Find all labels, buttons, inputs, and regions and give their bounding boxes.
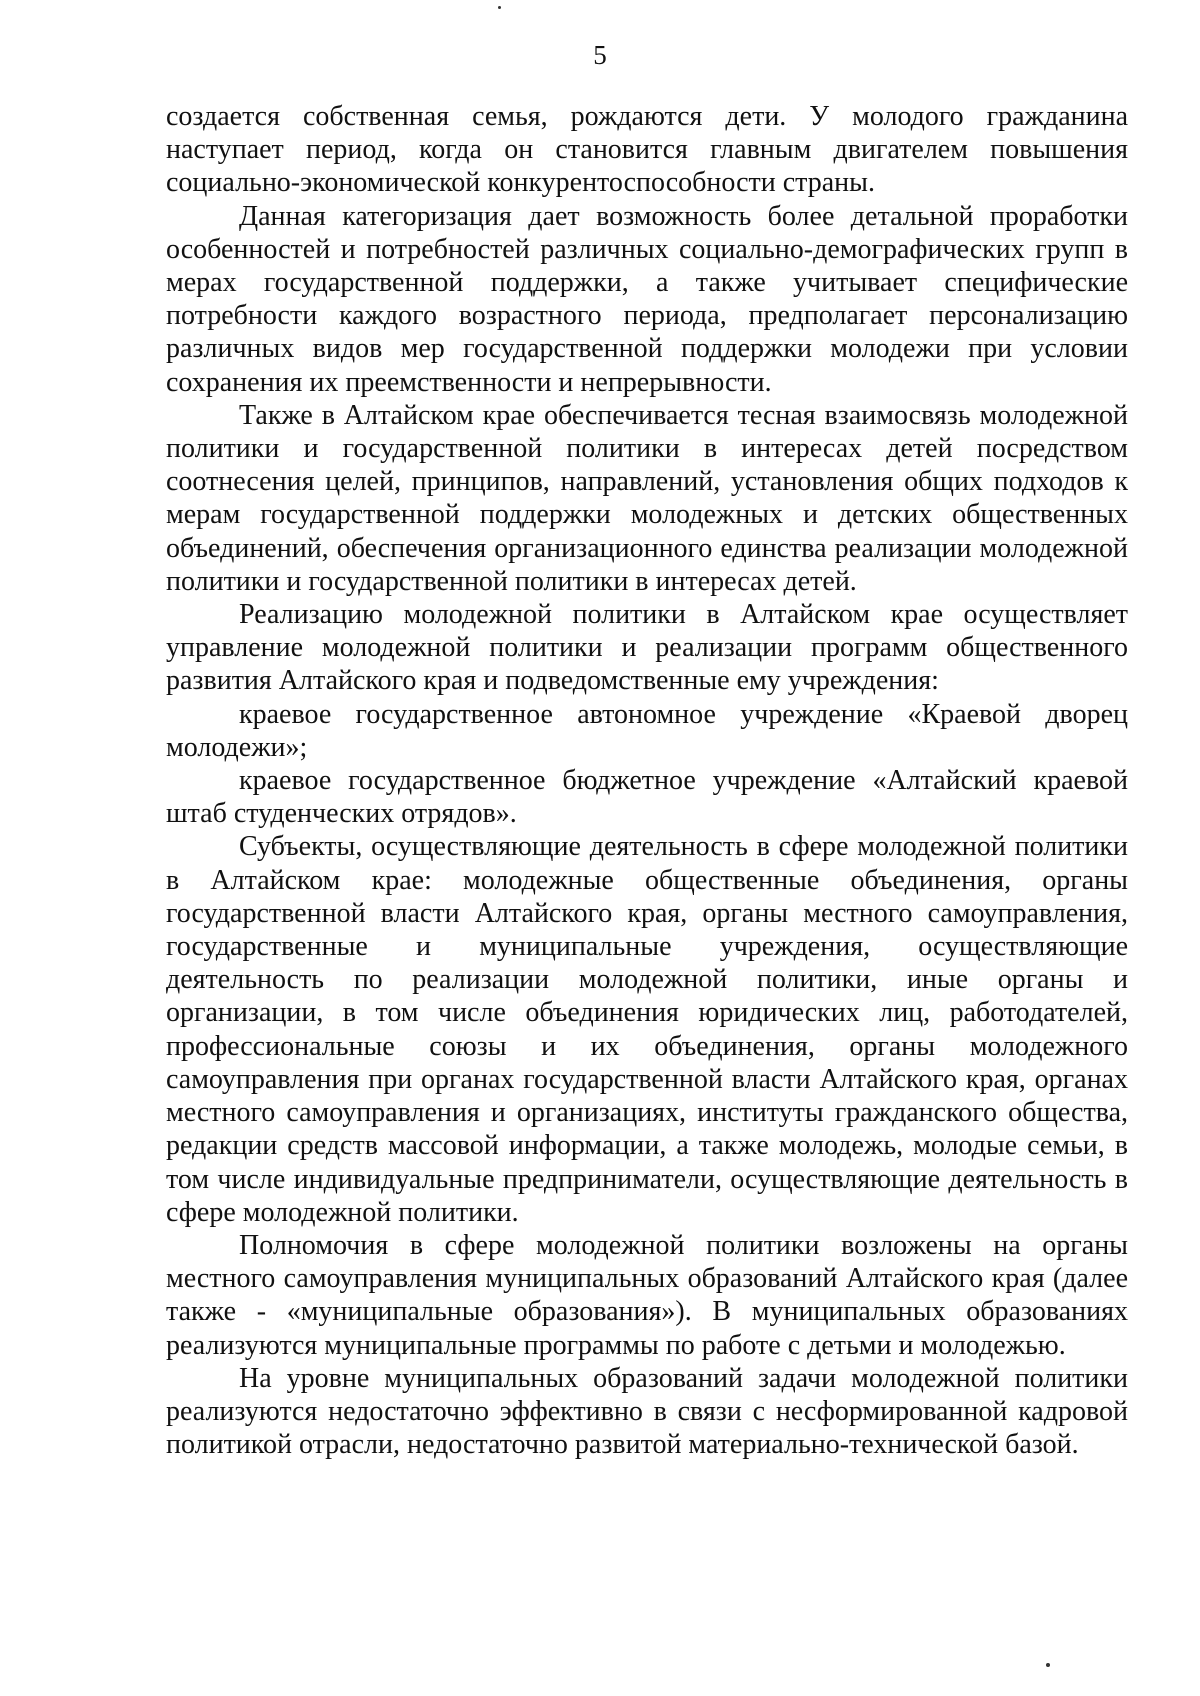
- list-item-1: краевое государственное автономное учреждение «Краевой дворец молодежи»;: [166, 698, 1128, 763]
- paragraph-7: На уровне муниципальных образований задачи молодежной политики реализуются недостаточно эффективно в связи с несформированной кадровой политикой отрасли, недостаточно развитой материально-технической базой.: [166, 1362, 1128, 1461]
- paragraph-5: Субъекты, осуществляющие деятельность в сфере молодежной политики в Алтайском крае: молодежные общественные объединения, органы государственной власти Алтайского края, органы местного самоуправления, государственные и муниципальные учреждения, осуществляющие деятельность по реализации молодежной политики, иные органы и организации, в том числе объединения юридических лиц, работодателей, профессиональные союзы и их объединения, органы молодежного самоуправления при органах государственной власти Алтайского края, органах местного самоуправления и организациях, институты гражданского общества, редакции средств массовой информации, а также молодежь, молодые семьи, в том числе индивидуальные предприниматели, осуществляющие деятельность в сфере молодежной политики.: [166, 831, 1128, 1228]
- scan-speck: [1046, 1663, 1050, 1667]
- page-number: 5: [593, 40, 607, 70]
- document-body: [166, 100, 1128, 1461]
- paragraph-2: Данная категоризация дает возможность более детальной проработки особенностей и потребностей различных социально-демографических групп в мерах государственной поддержки, а также учитывает специфические потребности каждого возрастного периода, предполагает персонализацию различных видов мер государственной поддержки молодежи при условии сохранения их преемственности и непрерывности.: [166, 200, 1128, 398]
- scan-speck: [498, 6, 501, 9]
- list-item-2: краевое государственное бюджетное учреждение «Алтайский краевой штаб студенческих отрядов».: [166, 765, 1128, 830]
- paragraph-4: Реализацию молодежной политики в Алтайском крае осуществляет управление молодежной политики и реализации программ общественного развития Алтайского края и подведомственные ему учреждения:: [166, 599, 1128, 697]
- paragraph-3: Также в Алтайском крае обеспечивается тесная взаимосвязь молодежной политики и государственной политики в интересах детей посредством соотнесения целей, принципов, направлений, установления общих подходов к мерам государственной поддержки молодежных и детских общественных объединений, обеспечения организационного единства реализации молодежной политики и государственной политики в интересах детей.: [166, 399, 1128, 597]
- paragraph-1: создается собственная семья, рождаются дети. У молодого гражданина наступает период, когда он становится главным двигателем повышения социально-экономической конкурентоспособности страны.: [166, 101, 1128, 199]
- paragraph-6: Полномочия в сфере молодежной политики возложены на органы местного самоуправления муниципальных образований Алтайского края (далее также - «муниципальные образования»). В муниципальных образованиях реализуются муниципальные программы по работе с детьми и молодежью.: [166, 1229, 1128, 1361]
